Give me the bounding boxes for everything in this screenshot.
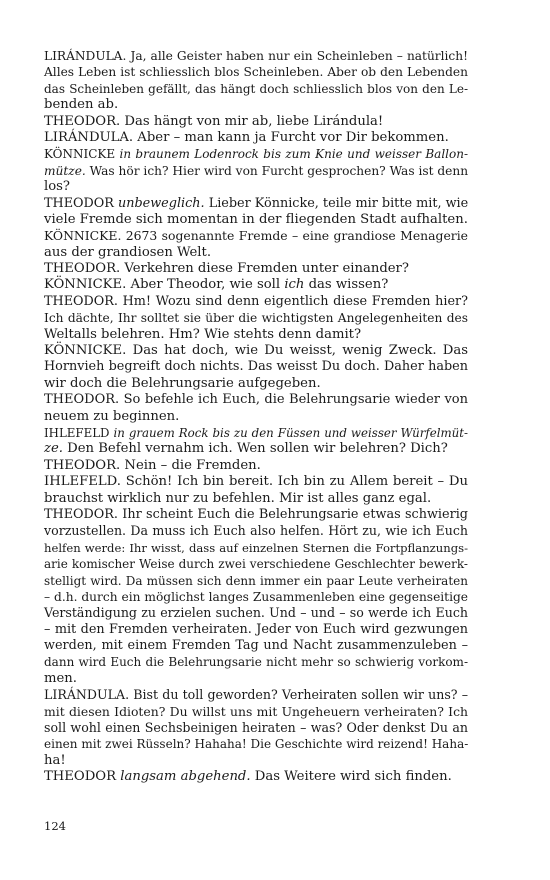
text-line: [44, 392, 468, 408]
dialogue-text: THEODOR. Ihr scheint Euch die Belehrungsarie etwas schwierig: [44, 506, 468, 522]
text-line: [44, 212, 468, 228]
text-line: [44, 327, 468, 343]
dialogue-text: KÖNNICKE. Aber Theodor, wie soll: [44, 277, 285, 293]
dialogue-text: IHLEFELD: [44, 425, 114, 440]
dialogue-text: werden, mit einem Fremden Tag und Nacht zusammenzuleben –: [44, 638, 468, 654]
text-line: [44, 704, 468, 720]
text-line: [44, 114, 468, 130]
stage-direction: in grauem Rock bis zu den Füssen und weisser Würfelmüt-: [113, 425, 469, 440]
dialogue-text: KÖNNICKE. 2673 sogenannte Fremde – eine grandiose Menagerie: [44, 228, 468, 244]
dialogue-text: benden ab.: [44, 97, 119, 113]
dialogue-text: LIRÁNDULA. Ja, alle Geister haben nur ein Scheinleben – natürlich!: [44, 49, 468, 63]
dialogue-text: viele Fremde sich momentan in der fliegenden Stadt aufhalten.: [44, 211, 468, 227]
dialogue-text: Was hör ich? Hier wird von Furcht gesprochen? Was ist denn: [85, 163, 469, 178]
text-line: [44, 228, 468, 244]
text-line: [44, 605, 468, 621]
text-line: [44, 573, 468, 589]
dialogue-text: Ich dächte, Ihr solltet sie über die wichtigsten Angelegenheiten des: [44, 311, 468, 326]
dialogue-text: men.: [44, 670, 77, 686]
text-line: [44, 638, 468, 654]
dialogue-text: das wissen?: [304, 277, 389, 293]
dialogue-text: Lieber Könnicke, teile mir bitte mit, wie: [204, 195, 469, 211]
text-line: [44, 310, 468, 326]
stage-direction: ich: [284, 277, 305, 293]
dialogue-text: – d.h. durch ein möglichst langes Zusammenleben eine gegenseitige: [44, 589, 468, 604]
text-line: [44, 753, 468, 769]
page-body: [44, 48, 468, 786]
dialogue-text: THEODOR. Verkehren diese Fremden unter einander?: [44, 261, 409, 277]
stage-direction: ze.: [44, 441, 63, 457]
text-line: [44, 491, 468, 507]
dialogue-text: – mit den Fremden verheiraten. Jeder von Euch wird gezwungen: [44, 621, 468, 637]
text-line: [44, 622, 468, 638]
text-line: [44, 179, 468, 195]
dialogue-text: neuem zu beginnen.: [44, 408, 180, 424]
dialogue-text: das Scheinleben gefällt, das hängt doch schliesslich blos von den Le-: [44, 81, 468, 96]
text-line: [44, 48, 468, 64]
text-line: [44, 671, 468, 687]
dialogue-text: Hornvieh begreift doch nichts. Das weisst Du doch. Daher haben: [44, 359, 468, 375]
text-line: [44, 687, 468, 703]
text-line: [44, 97, 468, 113]
dialogue-text: Verständigung zu erzielen suchen. Und – und – so werde ich Euch: [44, 605, 468, 621]
dialogue-text: ha!: [44, 752, 66, 768]
text-line: [44, 409, 468, 425]
dialogue-text: LIRÁNDULA. Aber – man kann ja Furcht vor Dir bekommen.: [44, 129, 449, 145]
dialogue-text: helfen werde: Ihr wisst, dass auf einzelnen Sternen die Fortpflanzungs-: [44, 540, 468, 555]
dialogue-text: THEODOR. So befehle ich Euch, die Belehrungsarie wieder von: [44, 392, 468, 408]
dialogue-text: arie komischer Weise durch zwei verschiedene Geschlechter bewerk-: [44, 557, 468, 572]
text-line: [44, 261, 468, 277]
text-line: [44, 589, 468, 605]
dialogue-text: dann wird Euch die Belehrungsarie nicht mehr so schwierig vorkom-: [44, 655, 468, 670]
text-line: [44, 540, 468, 556]
dialogue-text: Den Befehl vernahm ich. Wen sollen wir belehren? Dich?: [62, 441, 448, 457]
dialogue-text: THEODOR: [44, 769, 121, 785]
dialogue-text: los?: [44, 179, 70, 195]
text-line: [44, 163, 468, 179]
text-line: [44, 130, 468, 146]
text-line: [44, 458, 468, 474]
dialogue-text: THEODOR: [44, 195, 118, 211]
text-line: [44, 441, 468, 457]
dialogue-text: soll wohl einen Sechsbeinigen heiraten – was? Oder denkst Du an: [44, 720, 468, 736]
stage-direction: mütze.: [44, 163, 86, 178]
dialogue-text: vorzustellen. Da muss ich Euch also helfen. Hört zu, wie ich Euch: [44, 523, 468, 539]
text-line: [44, 474, 468, 490]
page-number: 124: [44, 819, 66, 833]
text-line: [44, 736, 468, 752]
text-line: [44, 81, 468, 97]
text-line: [44, 343, 468, 359]
dialogue-text: LIRÁNDULA. Bist du toll geworden? Verheiraten sollen wir uns? –: [44, 687, 468, 703]
text-line: [44, 769, 468, 785]
dialogue-text: brauchst wirklich nur zu befehlen. Mir ist alles ganz egal.: [44, 490, 432, 506]
text-line: [44, 64, 468, 80]
text-line: [44, 196, 468, 212]
dialogue-text: aus der grandiosen Welt.: [44, 244, 212, 260]
dialogue-text: Alles Leben ist schliesslich blos Scheinleben. Aber ob den Lebenden: [44, 65, 468, 80]
text-line: [44, 507, 468, 523]
dialogue-text: Weltalls belehren. Hm? Wie stehts denn damit?: [44, 326, 362, 342]
stage-direction: unbeweglich.: [117, 195, 205, 211]
dialogue-text: wir doch die Belehrungsarie aufgegeben.: [44, 375, 321, 391]
dialogue-text: THEODOR. Nein – die Fremden.: [44, 457, 261, 473]
text-line: [44, 654, 468, 670]
dialogue-text: KÖNNICKE: [44, 147, 120, 162]
text-line: [44, 146, 468, 162]
dialogue-text: mit diesen Idioten? Du willst uns mit Ungeheuern verheiraten? Ich: [44, 703, 468, 719]
stage-direction: in braunem Lodenrock bis zum Knie und weisser Ballon-: [119, 147, 468, 162]
text-line: [44, 376, 468, 392]
text-line: [44, 359, 468, 375]
dialogue-text: THEODOR. Das hängt von mir ab, liebe Lirándula!: [44, 113, 384, 129]
text-line: [44, 523, 468, 539]
dialogue-text: einen mit zwei Rüsseln? Hahaha! Die Geschichte wird reizend! Haha-: [44, 737, 469, 752]
text-line: [44, 556, 468, 572]
stage-direction: langsam abgehend.: [120, 769, 251, 785]
text-line: [44, 294, 468, 310]
dialogue-text: Das Weitere wird sich finden.: [250, 769, 452, 785]
dialogue-text: stelligt wird. Da müssen sich denn immer ein paar Leute verheiraten: [44, 573, 468, 588]
dialogue-text: IHLEFELD. Schön! Ich bin bereit. Ich bin zu Allem bereit – Du: [44, 474, 468, 490]
text-line: [44, 720, 468, 736]
dialogue-text: THEODOR. Hm! Wozu sind denn eigentlich diese Fremden hier?: [44, 293, 468, 309]
text-line: [44, 425, 468, 441]
dialogue-text: KÖNNICKE. Das hat doch, wie Du weisst, wenig Zweck. Das: [44, 343, 468, 359]
text-line: [44, 277, 468, 293]
text-line: [44, 245, 468, 261]
